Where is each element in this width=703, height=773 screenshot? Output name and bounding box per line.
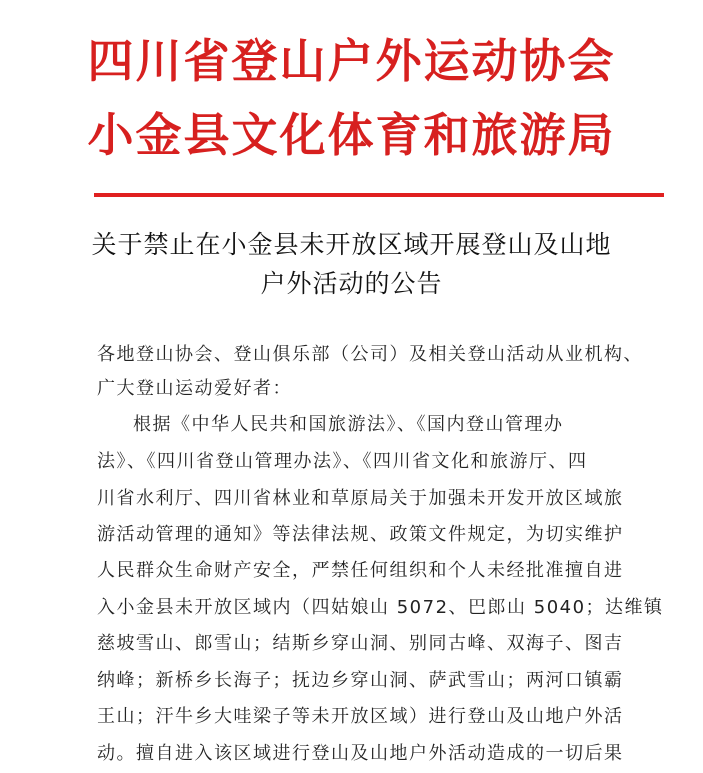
paragraph-line: 动。擅自进入该区域进行登山及山地户外活动造成的一切后果 — [97, 743, 624, 764]
salutation-line-1: 各地登山协会、登山俱乐部（公司）及相关登山活动从业机构、 — [97, 344, 643, 365]
paragraph-line: 川省水利厅、四川省林业和草原局关于加强未开发开放区域旅 — [97, 488, 624, 509]
paragraph-line: 纳峰；新桥乡长海子；抚边乡穿山洞、萨武雪山；两河口镇霸 — [97, 670, 624, 691]
paragraph-line: 王山；汗牛乡大哇梁子等未开放区域）进行登山及山地户外活 — [97, 706, 624, 727]
paragraph-line: 游活动管理的通知》等法律法规、政策文件规定，为切实维护 — [97, 524, 624, 545]
notice-title-line-2: 户外活动的公告 — [260, 269, 443, 298]
issuing-org-2: 小金县文化体育和旅游局 — [87, 108, 616, 162]
red-header-rule — [94, 193, 664, 197]
paragraph-line: 法》、《四川省登山管理办法》、《四川省文化和旅游厅、四 — [97, 451, 588, 472]
issuing-org-1: 四川省登山户外运动协会 — [87, 34, 616, 88]
paragraph-line: 人民群众生命财产安全，严禁任何组织和个人未经批准擅自进 — [97, 560, 624, 581]
salutation-line-2: 广大登山运动爱好者： — [97, 378, 292, 399]
paragraph-line: 入小金县未开放区域内（四姑娘山 5072、巴郎山 5040；达维镇 — [97, 597, 664, 618]
paragraph-line: 慈坡雪山、郎雪山；结斯乡穿山洞、别同古峰、双海子、图吉 — [97, 633, 624, 654]
notice-title-line-1: 关于禁止在小金县未开放区域开展登山及山地 — [91, 230, 612, 259]
paragraph-line: 根据《中华人民共和国旅游法》、《国内登山管理办 — [133, 414, 564, 435]
